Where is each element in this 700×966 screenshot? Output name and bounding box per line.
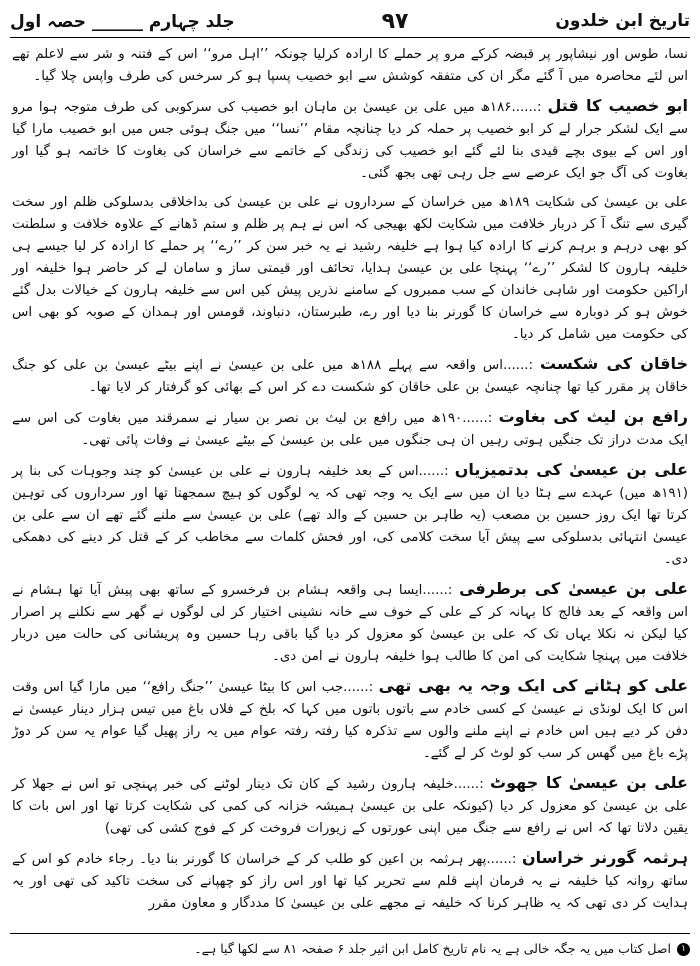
paragraph-9 — [12, 772, 688, 840]
paragraph-text: :......۱۹۰ھ میں رافع بن لیث بن نصر بن سیار نے سمرقند میں بغاوت کی اس سے ایک مدت دراز تک جنگیں ہوتی رہیں ان ہی جنگوں میں علی بن عیسیٰ کے بیٹے عیسیٰ نے وفات پائی تھی۔ — [12, 411, 688, 448]
paragraph-text: :......پھر ہرثمہ بن اعین کو طلب کر کے خراسان کا گورنر بنا دیا۔ رجاء خادم کو اس کے ساتھ روانہ کیا خلیفہ نے یہ فرمان اپنے قلم سے تحریر کیا تھا اور اس راز کو چھپانے کی سخت تاکید کی تھی اور یہ ہدایت کر دی تھی کہ یہ ظاہر کرنا کہ خلیفہ نے مجھے علی بن عیسیٰ کا مددگار و معاون مقرر — [12, 852, 688, 911]
section-heading: ابو خصیب کا قتل — [547, 96, 688, 115]
section-heading: خاقان کی شکست — [540, 354, 688, 373]
paragraph-text: نسا، طوس اور نیشاپور پر قبضہ کرکے مرو پر حملے کا ارادہ کرلیا چونکہ ’’اہل مرو‘‘ اس کے فتنہ و شر سے لاعلم تھے اس لئے محاصرہ میں آ گئے مگر ان کی متفقہ کوشش سے ابو خصیب پسپا ہو کر سرخس کی طرف واپس چلا گیا۔ — [12, 47, 688, 84]
paragraph-text: :......خلیفہ ہارون رشید کے کان تک دینار لوٹنے کی خبر پہنچی تو اس نے جھلا کر علی بن عیسیٰ کو معزول کر دیا (کیونکہ علی بن عیسیٰ ہمیشہ خزانہ کی کمی کی شکایت کرتا تھا اور اس بات کا یقین دلاتا تھا کہ اس نے رافع سے جنگ میں اپنی عورتوں کے زیورات فروخت کر کے فوج کشی کی تھی) — [12, 777, 688, 836]
paragraph-5 — [12, 406, 688, 452]
section-heading: رافع بن لیث کی بغاوت — [498, 407, 688, 426]
page-body — [12, 44, 688, 922]
paragraph-4 — [12, 353, 688, 399]
paragraph-text: :......ایسا ہی واقعہ ہشام بن فرخسرو کے ساتھ بھی پیش آیا تھا ہشام نے اس واقعہ کے بعد فالج کا بہانہ کر کے علی کے خوف سے خانہ نشینی اختیار کر لی لوگوں نے گھر سے نکلنے پر اصرار کیا لیکن نہ نکلا یہاں تک کہ علی بن عیسیٰ کو معزول کر دیا گیا باقی رہا حسین وہ پریشانی کی حالت میں دربار خلافت میں پہنچا شکایت کی امن کا طالب ہوا خلیفہ ہارون نے امن دی۔ — [12, 583, 688, 664]
volume-label: جلد چہارم ______ حصہ اول — [10, 11, 235, 32]
paragraph-text: :......جب اس کا بیٹا عیسیٰ ’’جنگ رافع‘‘ میں مارا گیا اس وقت اس کا ایک لونڈی نے عیسیٰ کے کسی خادم سے باتوں باتوں میں کہا کہ بلخ کے فلاں باغ میں تیس ہزار دینار عیسیٰ نے دفن کر دیے ہیں اس خادم نے اپنے ملنے والوں سے تذکرہ کیا رفتہ رفتہ عوام میں یہ راز پھیل گیا عوام یہ سن کر دوڑ پڑے باغ میں گھس کر سب کو لوٹ کر لے گئے۔ — [12, 680, 688, 761]
header-rule — [10, 37, 690, 38]
footnote — [10, 940, 690, 958]
paragraph-2 — [12, 95, 688, 185]
book-page — [10, 0, 690, 966]
paragraph-6 — [12, 459, 688, 571]
page-number: ۹۷ — [381, 8, 409, 34]
paragraph-10 — [12, 847, 688, 915]
section-heading: علی بن عیسیٰ کا جھوٹ — [490, 773, 688, 792]
footnote-rule — [10, 933, 690, 934]
paragraph-text: :......اس واقعہ سے پہلے ۱۸۸ھ میں علی بن عیسیٰ نے اپنے بیٹے عیسیٰ بن علی کو جنگ خاقان پر مقرر کیا تھا چنانچہ عیسیٰ بن علی خاقان کو شکست دے کر اس کے بھائی کو گرفتار کر لایا تھا۔ — [12, 358, 688, 395]
paragraph-1 — [12, 44, 688, 88]
section-heading: ہرثمہ گورنر خراسان — [521, 848, 688, 867]
page-header — [10, 6, 690, 36]
section-heading: علی بن عیسیٰ کی بدتمیزیاں — [454, 460, 688, 479]
footnote-text: اصل کتاب میں یہ جگہ خالی ہے یہ نام تاریخ کامل ابن اثیر جلد ۶ صفحہ ۸۱ سے لکھا گیا ہے۔ — [194, 941, 671, 956]
section-heading: علی کو ہٹانے کی ایک وجہ یہ بھی تھی — [378, 676, 688, 695]
section-heading: علی بن عیسیٰ کی برطرفی — [459, 579, 689, 598]
paragraph-3 — [12, 192, 688, 346]
book-title: تاریخ ابن خلدون — [555, 11, 690, 31]
footnote-marker: ۱ — [677, 943, 690, 956]
paragraph-8 — [12, 675, 688, 765]
paragraph-7 — [12, 578, 688, 668]
paragraph-text: علی بن عیسیٰ کی شکایت ۱۸۹ھ میں خراسان کے سرداروں نے علی بن عیسیٰ کی بداخلاقی بدسلوکی ظلم اور سخت گیری سے تنگ آ کر دربار خلافت میں شکایت لکھ بھیجی کہ اس نے ہم پر ظلم و ستم ڈھانے کے علاوہ خلافت و سلطنت کو بھی درہم و برہم کرنے کا ارادہ کیا ہوا ہے خلیفہ رشید نے یہ خبر سن کر ’’رے‘‘ پر حملے کا ارادہ کر لیا جیسے ہی خلیفہ ہارون کا لشکر ’’رے‘‘ پہنچا علی بن عیسیٰ ہدایا، تحائف اور قیمتی ساز و سامان لے کر حاضر ہوا خلیفہ اور اراکین حکومت اور شاہی خاندان کے سب ممبروں کے سامنے نذریں پیش کیں اس سے خلیفہ ہارون کے خیالات بدل گئے خوش ہو کر دوبارہ سے خراسان کا گورنر بنا دیا اور رے، طبرستان، دنباوند، قومس اور ہمدان کے صوبہ کو بھی اس کی حکومت میں شامل کر دیا۔ — [12, 195, 689, 342]
paragraph-text: :......۱۸۶ھ میں علی بن عیسیٰ بن ماہان ابو خصیب کی سرکوبی کی طرف متوجہ ہوا مرو سے ایک لشکر جرار لے کر ابو خصیب پر حملہ کر دیا چنانچہ مقام ’’نسا‘‘ میں جنگ ہوئی جس میں ابو خصیب مارا گیا اور اس کے بیوی بچے قیدی بنا لئے گئے ابو خصیب کی زندگی کے خاتمے سے خراسان کی بغاوت کا خاتمہ ہو گیا اور بغاوت کی آگ جو ایک عرصے سے جل رہی تھی بجھ گئی۔ — [12, 100, 688, 181]
paragraph-text: :......اس کے بعد خلیفہ ہارون نے علی بن عیسیٰ کو چند وجوہات کی بنا پر (۱۹۱ھ میں) عہدے سے ہٹا دیا ان میں سے ایک یہ وجہ تھی کہ یہ لوگوں کو ہیچ سمجھتا تھا اور سرداروں کی توہین کرتا تھا ایک روز حسین بن مصعب (یہ طاہر بن حسین کے والد تھے) علی بن عیسیٰ سے ملنے گئے تھے ان سے علی بن عیسیٰ انتہائی بدسلوکی سے پیش آیا سخت کلامی کی، اور فحش کلمات سے مخاطب کر کے قتل کر دینے کی دھمکی دی۔ — [12, 464, 688, 567]
